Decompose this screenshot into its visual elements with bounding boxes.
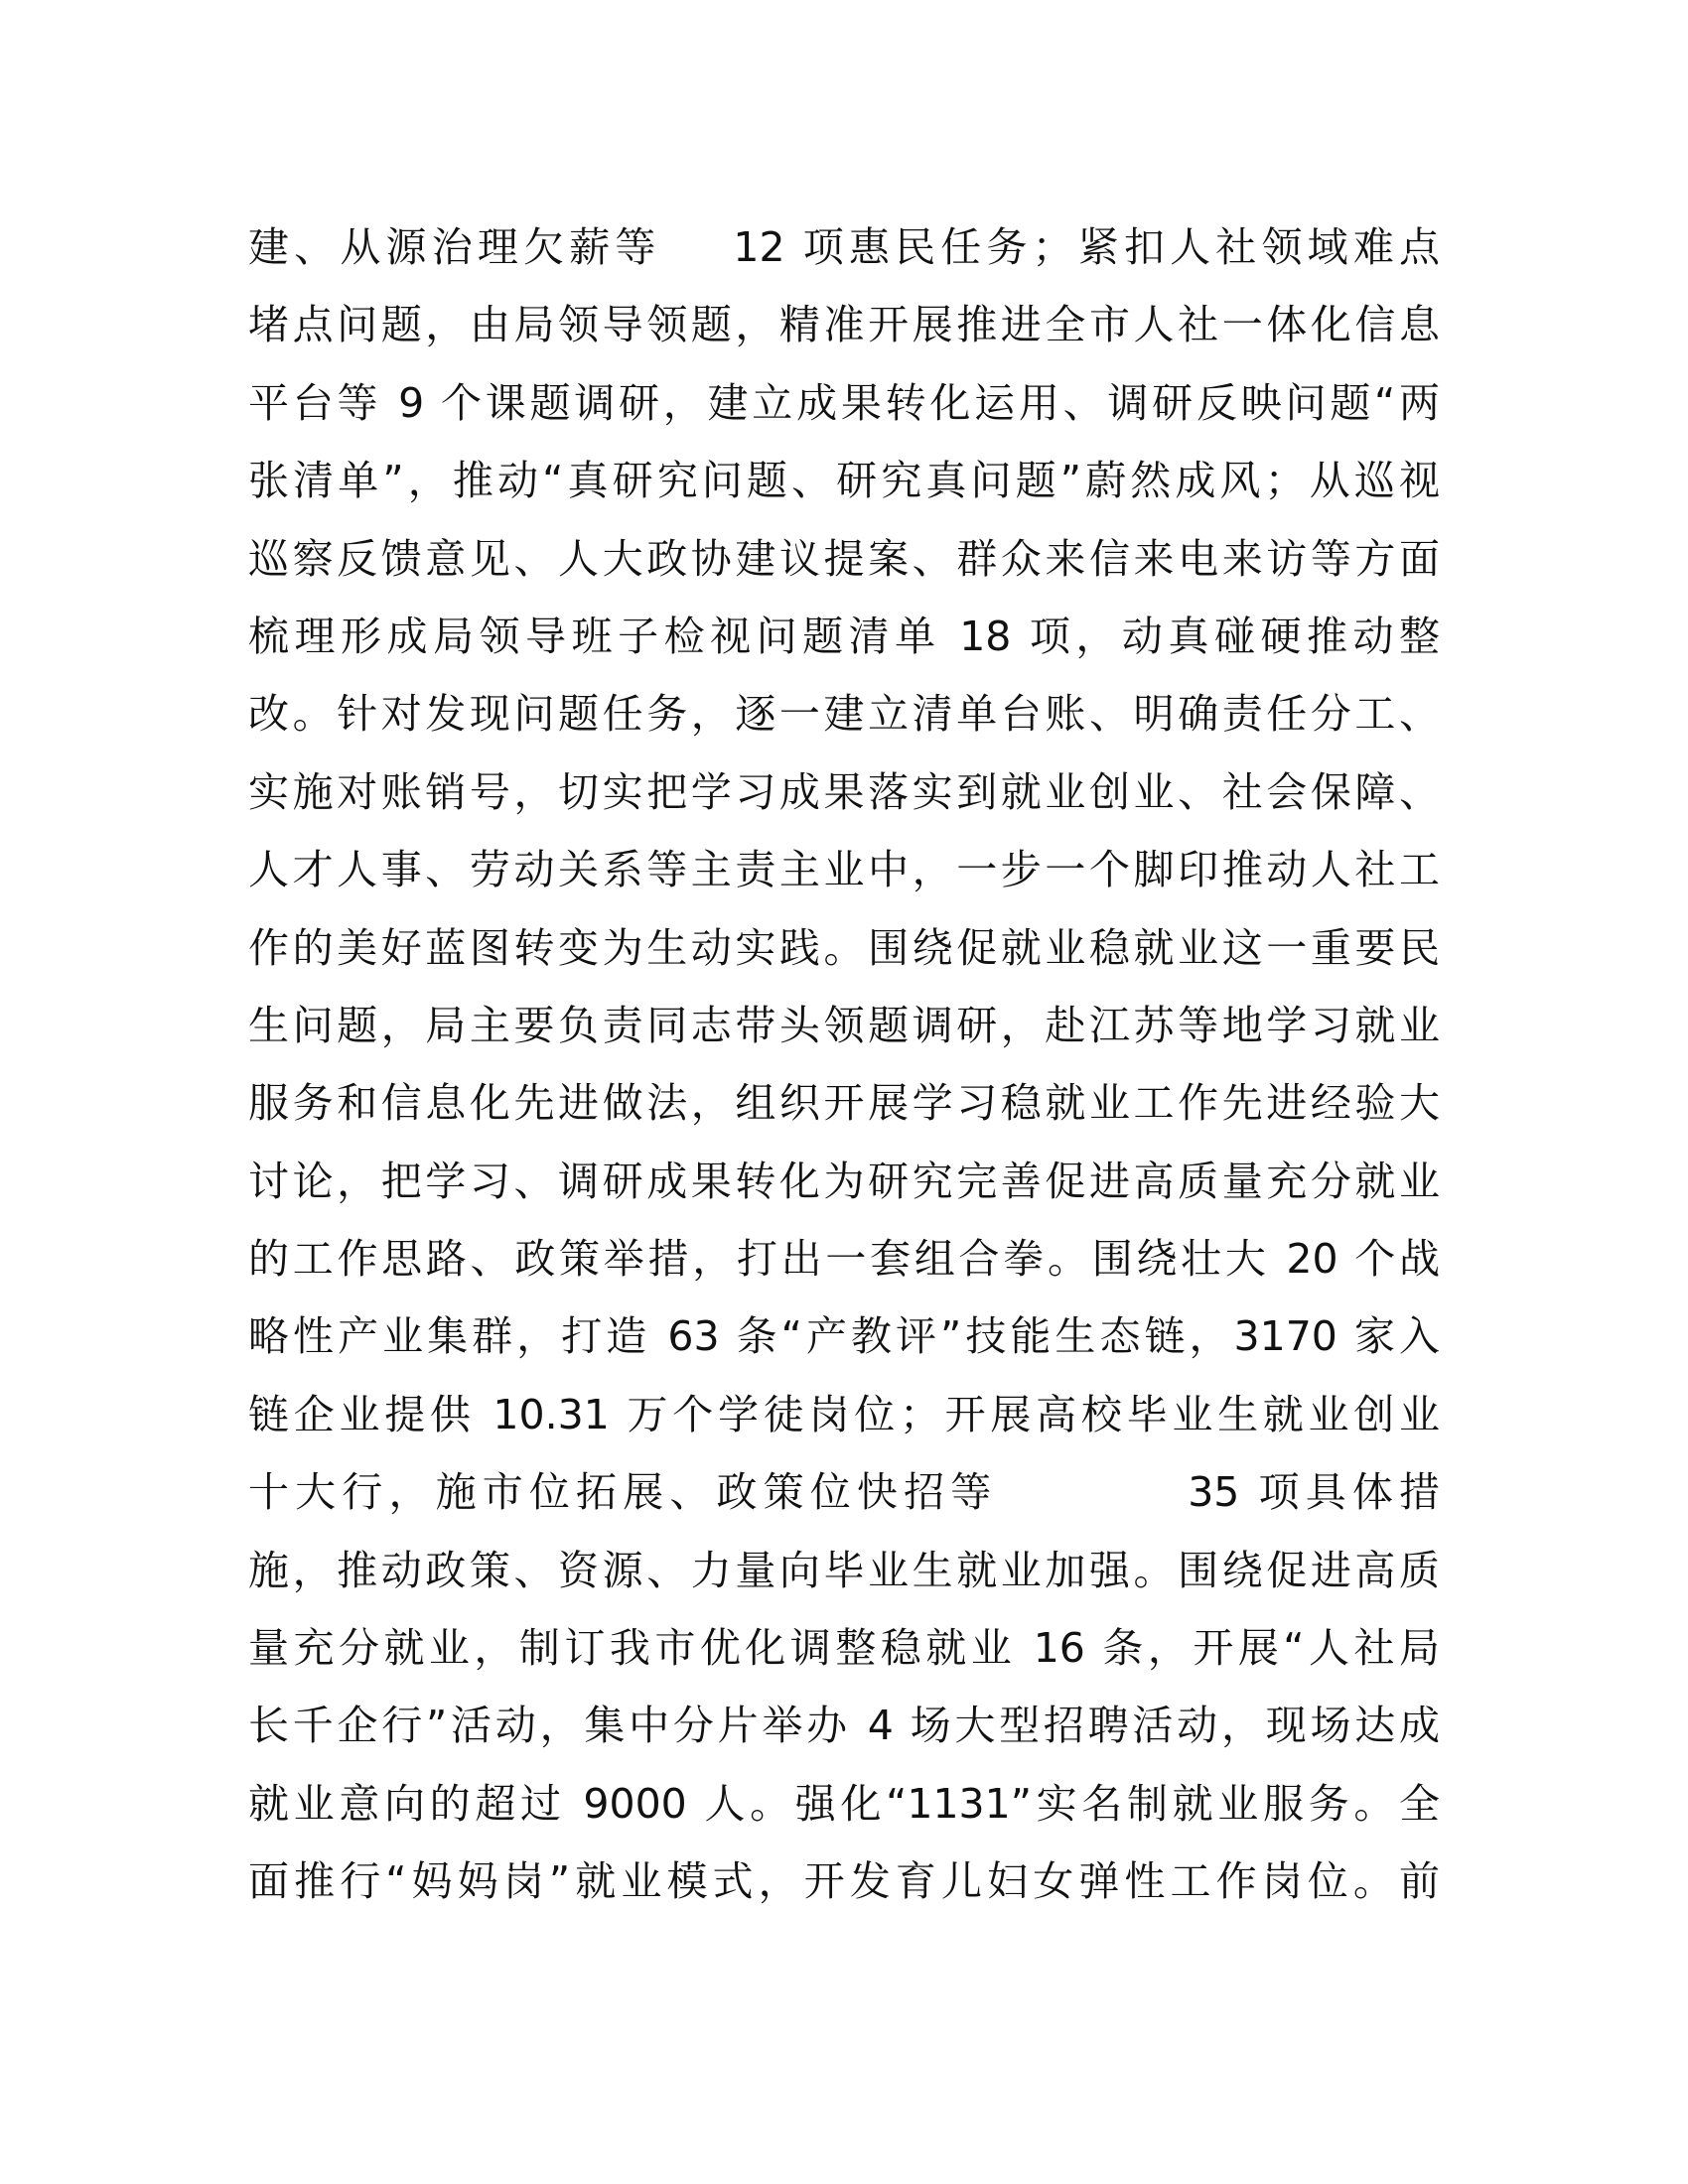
text-line: 略性产业集群，打造 63 条“产教评”技能生态链，3170 家入: [248, 1312, 1440, 1361]
text-line: 讨论，把学习、调研成果转化为研究完善促进高质量充分就业: [248, 1157, 1440, 1205]
text-line: 人才人事、劳动关系等主责主业中，一步一个脚印推动人社工: [248, 846, 1440, 894]
text-line: 长千企行”活动，集中分片举办 4 场大型招聘活动，现场达成: [248, 1702, 1440, 1750]
text-line: 改。针对发现问题任务，逐一建立清单台账、明确责任分工、: [248, 690, 1440, 739]
text-line: 梳理形成局领导班子检视问题清单 18 项，动真碰硬推动整: [248, 612, 1440, 660]
text-line: 张清单”，推动“真研究问题、研究真问题”蔚然成风；从巡视: [248, 457, 1440, 505]
text-line: 服务和信息化先进做法，组织开展学习稳就业工作先进经验大: [248, 1079, 1440, 1128]
text-line: 链企业提供 10.31 万个学徒岗位；开展高校毕业生就业创业: [248, 1390, 1440, 1438]
text-line: 建、从源治理欠薪等 12 项惠民任务；紧扣人社领域难点: [248, 223, 1440, 271]
text-line: 平台等 9 个课题调研，建立成果转化运用、调研反映问题“两: [248, 378, 1440, 427]
body-paragraph: [248, 208, 1440, 1921]
text-line: 的工作思路、政策举措，打出一套组合拳。围绕壮大 20 个战: [248, 1235, 1440, 1284]
text-line: 生问题，局主要负责同志带头领题调研，赴江苏等地学习就业: [248, 1001, 1440, 1049]
text-line: 施，推动政策、资源、力量向毕业生就业加强。围绕促进高质: [248, 1546, 1440, 1594]
text-line: 实施对账销号，切实把学习成果落实到就业创业、社会保障、: [248, 767, 1440, 816]
text-line: 十大行，施市位拓展、政策位快招等 35 项具体措: [248, 1468, 1440, 1517]
text-line: 巡察反馈意见、人大政协建议提案、群众来信来电来访等方面: [248, 534, 1440, 583]
text-line: 量充分就业，制订我市优化调整稳就业 16 条，开展“人社局: [248, 1624, 1440, 1673]
text-line: 面推行“妈妈岗”就业模式，开发育儿妇女弹性工作岗位。前: [248, 1857, 1440, 1906]
text-line: 堵点问题，由局领导领题，精准开展推进全市人社一体化信息: [248, 301, 1440, 349]
text-line: 作的美好蓝图转变为生动实践。围绕促就业稳就业这一重要民: [248, 923, 1440, 972]
text-line: 就业意向的超过 9000 人。强化“1131”实名制就业服务。全: [248, 1779, 1440, 1828]
